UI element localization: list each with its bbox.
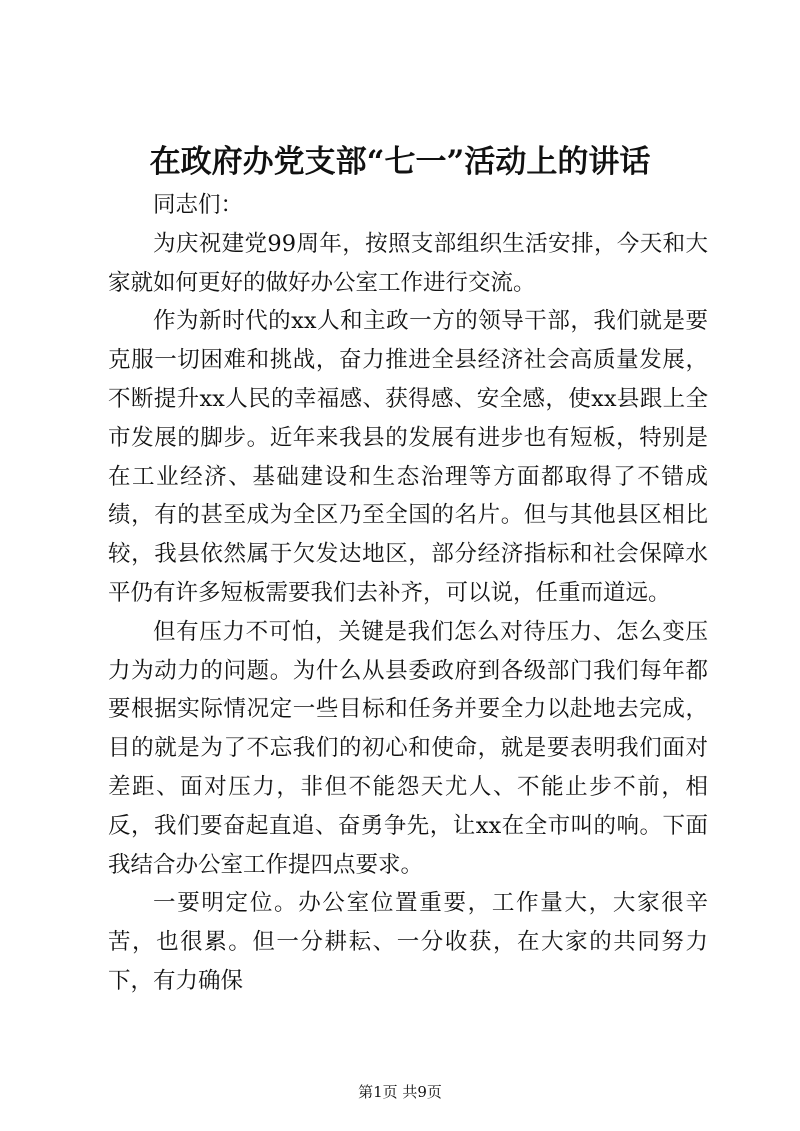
- salutation: 同志们：: [153, 192, 244, 218]
- document-title: 在政府办党支部“七一”活动上的讲话: [149, 144, 651, 180]
- paragraph-1: 为庆祝建党99周年，按照支部组织生活安排，今天和大家就如何更好的做好办公室工作进行交流。: [108, 230, 708, 296]
- page-footer: 第1页 共9页: [358, 1083, 442, 1101]
- paragraph-2: 作为新时代的xx人和主政一方的领导干部，我们就是要克服一切困难和挑战，奋力推进全县经济社会高质量发展，不断提升xx人民的幸福感、获得感、安全感，使xx县跟上全市发展的脚步。近年来我县的发展有进步也有短板，特别是在工业经济、基础建设和生态治理等方面都取得了不错成绩，有的甚至成为全区乃至全国的名片。但与其他县区相比较，我县依然属于欠发达地区，部分经济指标和社会保障水平仍有许多短板需要我们去补齐，可以说，任重而道远。: [108, 308, 708, 606]
- paragraph-3: 但有压力不可怕，关键是我们怎么对待压力、怎么变压力为动力的问题。为什么从县委政府到各级部门我们每年都要根据实际情况定一些目标和任务并要全力以赴地去完成，目的就是为了不忘我们的初心和使命，就是要表明我们面对差距、面对压力，非但不能怨天尤人、不能止步不前，相反，我们要奋起直追、奋勇争先，让xx在全市叫的响。下面我结合办公室工作提四点要求。: [108, 618, 708, 878]
- paragraph-4: 一要明定位。办公室位置重要，工作量大，大家很辛苦，也很累。但一分耕耘、一分收获，在大家的共同努力下，有力确保: [108, 890, 708, 994]
- document-body: [108, 186, 708, 1001]
